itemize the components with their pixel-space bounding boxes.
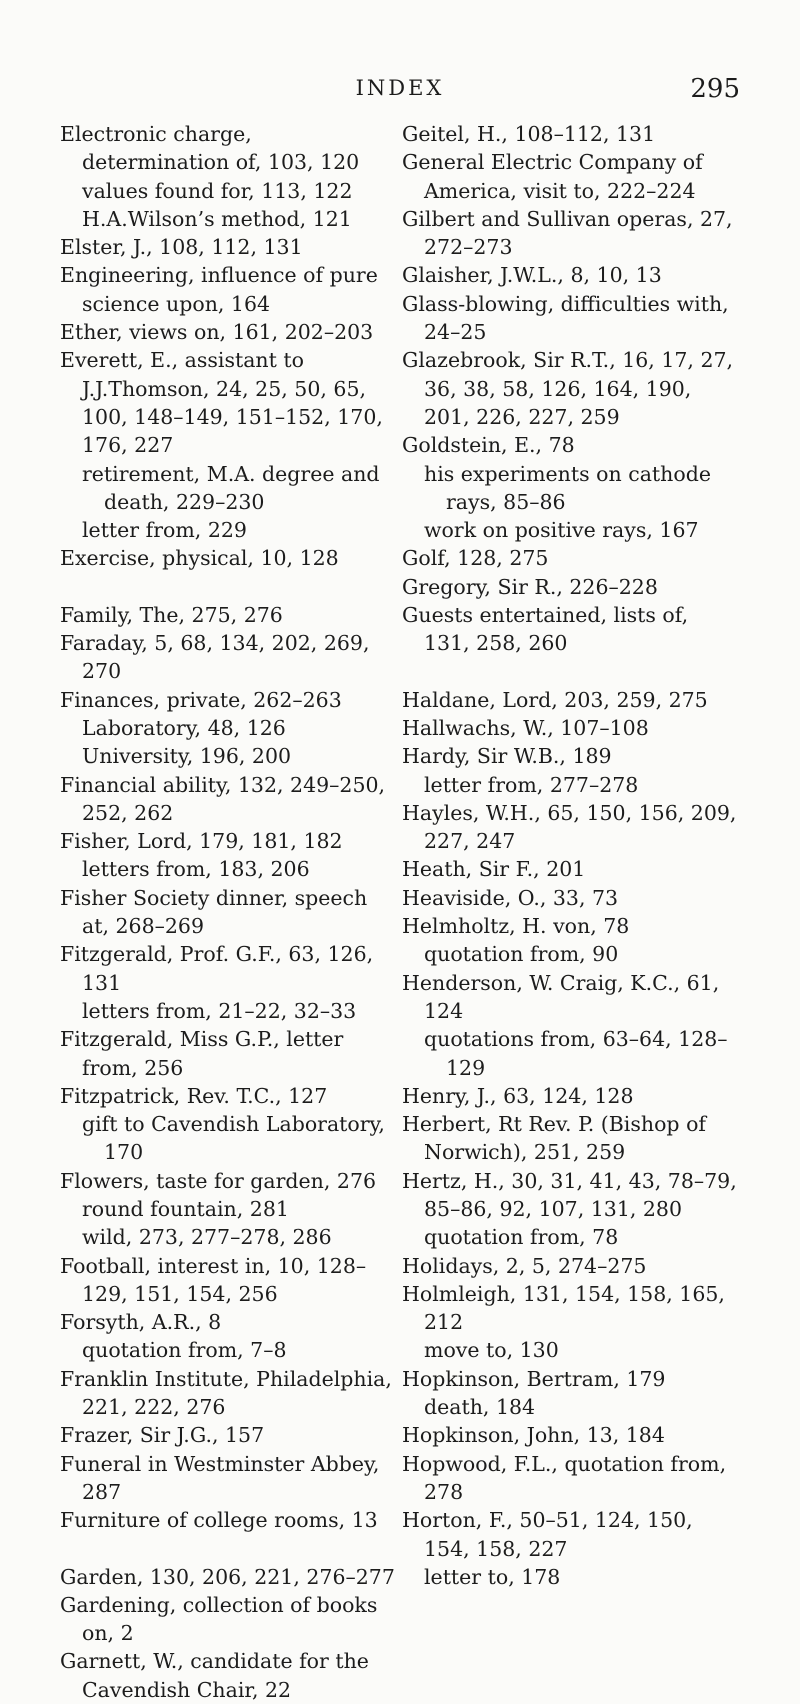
index-entry: Hardy, Sir W.B., 189 xyxy=(402,744,612,769)
index-entry: Franklin Institute, Philadelphia, 221, 222, 276 xyxy=(60,1366,392,1420)
index-entry: Hopkinson, Bertram, 179 xyxy=(402,1366,666,1391)
index-subentry: values found for, 113, 122 xyxy=(82,178,353,203)
index-column-left xyxy=(60,120,398,1704)
index-entry: Family, The, 275, 276 xyxy=(60,602,283,627)
index-entry: Furniture of college rooms, 13 xyxy=(60,1508,378,1533)
index-subentry: retirement, M.A. degree and death, 229–230 xyxy=(82,461,380,514)
index-entry: Holmleigh, 131, 154, 158, 165, 212 xyxy=(402,1281,725,1335)
index-entry: Football, interest in, 10, 128–129, 151, 154, 256 xyxy=(60,1253,367,1306)
index-subentry: H.A.Wilson’s method, 121 xyxy=(82,206,352,231)
index-entry: Everett, E., assistant to J.J.Thomson, 24, 25, 50, 65, 100, 148–149, 151–152, 170, 176, 227 xyxy=(60,348,383,458)
index-entry: Glass-blowing, difficulties with, 24–25 xyxy=(402,291,729,345)
index-entry: Haldane, Lord, 203, 259, 275 xyxy=(402,687,708,712)
index-subentry: move to, 130 xyxy=(424,1338,559,1363)
index-entry: Goldstein, E., 78 xyxy=(402,433,575,458)
page-number: 295 xyxy=(690,74,740,104)
running-head: INDEX xyxy=(355,76,445,100)
index-entry: Herbert, Rt Rev. P. (Bishop of Norwich), 251, 259 xyxy=(402,1112,706,1165)
index-entry: Exercise, physical, 10, 128 xyxy=(60,546,339,571)
index-entry: Hopwood, F.L., quotation from, 278 xyxy=(402,1451,727,1504)
index-entry: Hopkinson, John, 13, 184 xyxy=(402,1423,665,1448)
index-subentry: wild, 273, 277–278, 286 xyxy=(82,1225,332,1250)
index-subentry: quotation from, 78 xyxy=(424,1225,619,1250)
index-entry: Faraday, 5, 68, 134, 202, 269, 270 xyxy=(60,631,370,684)
index-entry: Glaisher, J.W.L., 8, 10, 13 xyxy=(402,263,662,288)
index-entry: Fitzgerald, Prof. G.F., 63, 126, 131 xyxy=(60,942,374,995)
index-subentry: letters from, 21–22, 32–33 xyxy=(82,998,357,1023)
index-entry: Finances, private, 262–263 xyxy=(60,687,342,712)
index-subentry: death, 184 xyxy=(424,1395,536,1420)
index-entry: Engineering, influence of pure science upon, 164 xyxy=(60,263,378,316)
index-entry: Heath, Sir F., 201 xyxy=(402,857,586,882)
index-entry: Garnett, W., candidate for the Cavendish Chair, 22 xyxy=(60,1649,369,1702)
index-entry: Gardening, collection of books on, 2 xyxy=(60,1592,378,1646)
index-entry: Gregory, Sir R., 226–228 xyxy=(402,574,658,599)
index-entry: Helmholtz, H. von, 78 xyxy=(402,914,630,939)
index-subentry: quotations from, 63–64, 128–129 xyxy=(424,1027,728,1080)
index-entry: Fitzpatrick, Rev. T.C., 127 xyxy=(60,1083,328,1108)
index-subentry: quotation from, 90 xyxy=(424,942,619,967)
index-subentry: letter to, 178 xyxy=(424,1564,561,1589)
index-subentry: Laboratory, 48, 126 xyxy=(82,715,286,740)
index-subentry: quotation from, 7–8 xyxy=(82,1338,287,1363)
index-entry: Ether, views on, 161, 202–203 xyxy=(60,320,374,345)
index-entry: Elster, J., 108, 112, 131 xyxy=(60,235,303,260)
page-header xyxy=(60,72,740,106)
index-entry: Funeral in Westminster Abbey, 287 xyxy=(60,1451,380,1504)
index-subentry: letters from, 183, 206 xyxy=(82,857,310,882)
index-entry: Financial ability, 132, 249–250, 252, 262 xyxy=(60,772,386,825)
index-subentry: round fountain, 281 xyxy=(82,1196,289,1221)
index-entry: Henry, J., 63, 124, 128 xyxy=(402,1083,634,1108)
index-entry: Holidays, 2, 5, 274–275 xyxy=(402,1253,647,1278)
index-entry: Heaviside, O., 33, 73 xyxy=(402,885,619,910)
index-entry: General Electric Company of America, visit to, 222–224 xyxy=(402,150,703,203)
index-entry: Hertz, H., 30, 31, 41, 43, 78–79, 85–86, 92, 107, 131, 280 xyxy=(402,1168,737,1221)
index-entry: Guests entertained, lists of, 131, 258, 260 xyxy=(402,603,689,656)
index-subentry: work on positive rays, 167 xyxy=(424,518,699,543)
index-subentry: letter from, 229 xyxy=(82,518,247,543)
index-entry: Fisher Society dinner, speech at, 268–269 xyxy=(60,885,368,939)
index-subentry: his experiments on cathode rays, 85–86 xyxy=(424,461,711,514)
index-subentry: letter from, 277–278 xyxy=(424,772,639,797)
index-entry: Golf, 128, 275 xyxy=(402,546,549,571)
index-entry: Hayles, W.H., 65, 150, 156, 209, 227, 247 xyxy=(402,800,737,854)
index-entry: Frazer, Sir J.G., 157 xyxy=(60,1423,265,1448)
index-entry: Forsyth, A.R., 8 xyxy=(60,1310,222,1335)
index-entry: Fitzgerald, Miss G.P., letter from, 256 xyxy=(60,1027,344,1080)
letter-group-gap xyxy=(60,573,398,601)
letter-group-gap xyxy=(60,1535,398,1563)
index-column-right xyxy=(402,120,740,1591)
index-entry: Henderson, W. Craig, K.C., 61, 124 xyxy=(402,970,720,1023)
index-entry: Glazebrook, Sir R.T., 16, 17, 27, 36, 38, 58, 126, 164, 190, 201, 226, 227, 259 xyxy=(402,348,734,429)
index-entry: Hallwachs, W., 107–108 xyxy=(402,715,649,740)
index-entry: Horton, F., 50–51, 124, 150, 154, 158, 227 xyxy=(402,1508,693,1561)
index-entry: Geitel, H., 108–112, 131 xyxy=(402,122,656,146)
index-subentry: University, 196, 200 xyxy=(82,744,292,769)
index-entry: Gilbert and Sullivan operas, 27, 272–273 xyxy=(402,206,733,260)
index-subentry: gift to Cavendish Laboratory, 170 xyxy=(82,1112,385,1165)
index-entry: Fisher, Lord, 179, 181, 182 xyxy=(60,829,343,854)
index-entry: Garden, 130, 206, 221, 276–277 xyxy=(60,1564,395,1589)
letter-group-gap xyxy=(402,658,740,686)
index-entry: Electronic charge, determination of, 103, 120 xyxy=(60,122,360,175)
index-entry: Flowers, taste for garden, 276 xyxy=(60,1168,377,1193)
